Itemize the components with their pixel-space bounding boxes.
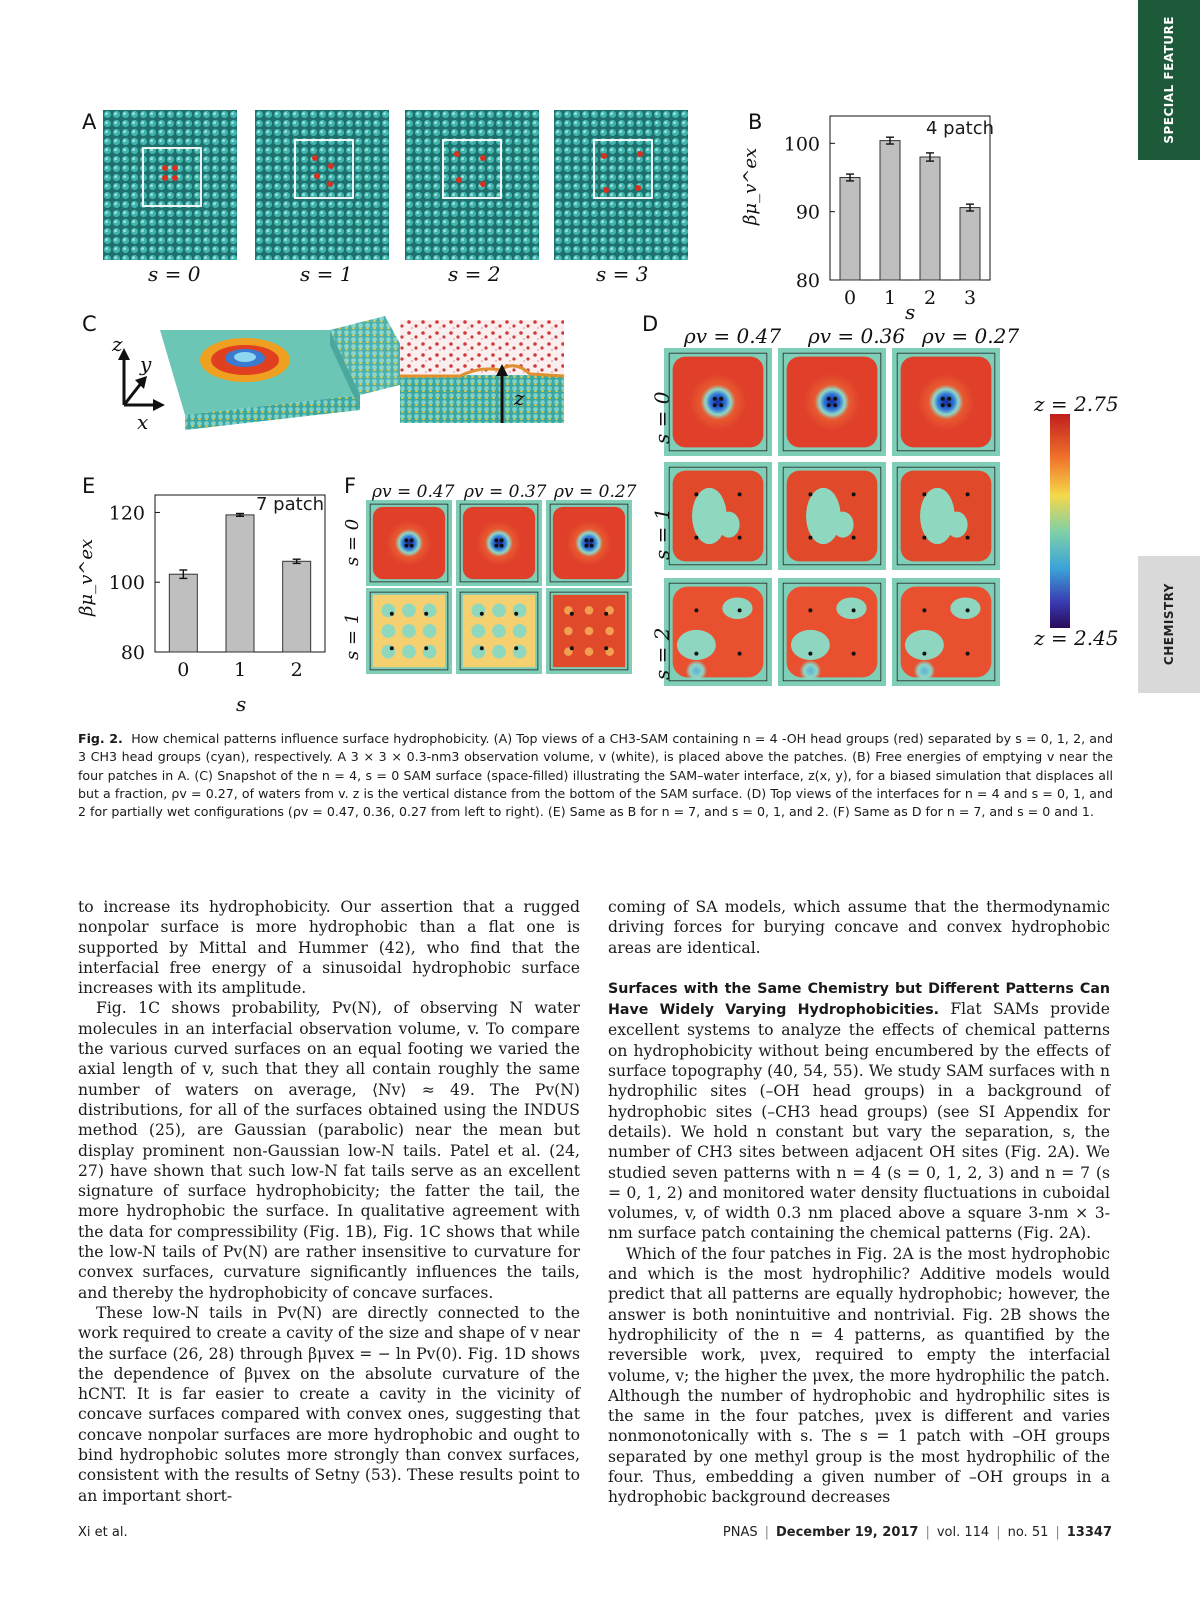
map-f-r1-c0-cell [402,645,416,659]
map-f-r1-c2-oh-site [604,612,608,616]
panel-a-label-s2: s = 2 [448,262,501,286]
map-f-r1-c1 [456,588,542,674]
chart-e [109,495,325,681]
panel-f-row-1: s = 0 [342,518,363,566]
map-d-r2-c2-field [901,587,992,678]
map-d-r1-c1 [778,462,886,570]
map-f-r1-c1-cell [513,624,527,638]
map-f-r0-c2 [546,500,632,586]
map-d-r1-c2-wet2 [946,512,968,538]
map-f-r1-c1-oh-site [514,646,518,650]
panel-d-col-3: ρv = 0.27 [922,324,1020,348]
y-tick-90: 90 [795,201,820,224]
map-d-r0-c0-oh-site [719,403,723,407]
panel-f-maps [366,500,632,674]
panel-c-axis-x: x [137,410,149,434]
x-tick-1: 1 [883,287,897,309]
map-f-r0-c2-oh-site [590,544,594,548]
section-heading: Surfaces with the Same Chemistry but Different Patterns Can Have Widely Varying Hydrophobicities. [608,980,1110,1019]
panel-letter-b: B [748,110,763,134]
map-d-r0-c2-oh-site [941,397,945,401]
map-f-r0-c0-well [387,521,432,566]
chemistry-label: CHEMISTRY [1162,583,1176,666]
y-tick-80: 80 [795,270,820,292]
colorbar-bottom-label: z = 2.45 [1034,626,1119,650]
map-f-r1-c1-oh-site [480,646,484,650]
footer-page: 13347 [1066,1525,1112,1540]
map-f-r0-c1-well [477,521,522,566]
y-tick-80: 80 [120,642,145,664]
map-f-r0-c1-oh-site [494,538,498,542]
map-f-r1-c0-cell [402,603,416,617]
map-f-r1-c0-oh-site [390,612,394,616]
map-f-r1-c1-oh-site [514,612,518,616]
map-f-r1-c0-oh-site [424,612,428,616]
map-d-r2-c1-blue [800,660,822,682]
panel-e-xlabel: s [236,692,247,716]
x-tick-0: 0 [177,659,190,681]
panel-d-row-2: s = 1 [650,507,674,560]
panel-e-annotation: 7 patch [256,494,324,515]
footer-volume: vol. 114 [936,1525,990,1540]
map-d-r2-c2-oh-site [922,608,926,612]
bar-1 [880,141,900,280]
map-f-r1-c2-oh-site [604,646,608,650]
map-d-r0-c0-oh-site [719,397,723,401]
map-d-r2-c2 [892,578,1000,686]
map-d-r2-c1-oh-site [808,652,812,656]
map-d-r1-c0 [664,462,772,570]
map-d-r1-c1-wet2 [832,512,854,538]
caption-text: How chemical patterns influence surface hydrophobicity. (A) Top views of a CH3-SAM containing n = 4 -OH head groups (red) separated by s = 0, 1, 2, and 3 CH3 head groups (cyan), respectively. A 3 × 3 × 0.3-nm3 observation volume, v (white), is placed above the patches. (B) Free energies of emptying v near the four patches in A. (C) Snapshot of the n = 4, s = 0 SAM surface (space-filled) illustrating the SAM–water interface, z(x, y), for a biased simulation that displaces all but a fraction, ρv = 0.27, of waters from v. z is the vertical distance from the bottom of the SAM surface. (D) Top views of the interfaces for n = 4 and s = 0, 1, and 2 for partially wet configurations (ρv = 0.47, 0.36, 0.27 from left to right). (E) Same as B for n = 7, and s = 0, 1, and 2. (F) Same as D for n = 7, and s = 0 and 1. [78,731,1113,820]
left-paragraph-1: to increase its hydrophobicity. Our assertion that a rugged nonpolar surface is more hydrophobic than a flat one is supported by Mittal and Hummer (42), who find that the interfacial free energy of a sinusoidal hydrophobic surface increases with its amplitude. [78,898,580,998]
panel-letter-d: D [642,312,659,336]
map-d-r1-c2 [892,462,1000,570]
footer-date: December 19, 2017 [775,1525,919,1540]
map-d-r1-c2-oh-site [966,536,970,540]
map-d-r0-c2-well [918,374,974,430]
map-d-r1-c1-oh-site [808,536,812,540]
panel-d-row-3: s = 2 [650,627,674,680]
map-f-r1-c2-cell [605,627,614,636]
map-d-r0-c1-oh-site [833,397,837,401]
map-d-r1-c1-oh-site [852,536,856,540]
x-tick-1: 1 [233,659,247,681]
map-f-r1-c2-cell [585,606,594,615]
bar-0 [169,574,197,652]
map-d-r0-c2-oh-site [941,403,945,407]
panel-a-label-s0: s = 0 [148,262,201,286]
map-d-r0-c1-oh-site [827,397,831,401]
map-f-r1-c2-oh-site [570,646,574,650]
map-f-r0-c1 [456,500,542,586]
map-f-r1-c1-cell [492,624,506,638]
map-d-r1-c1-oh-site [808,492,812,496]
map-d-r2-c0 [664,578,772,686]
panel-a-label-s3: s = 3 [596,262,649,286]
map-f-r1-c0-oh-site [390,646,394,650]
y-tick-100: 100 [108,572,145,595]
map-d-r0-c2-oh-site [947,397,951,401]
panel-letter-f: F [344,474,357,498]
map-d-r2-c1-oh-site [852,608,856,612]
panel-letter-c: C [82,312,97,336]
map-d-r1-c2-oh-site [966,492,970,496]
map-f-r0-c0-oh-site [410,538,414,542]
panel-d-col-2: ρv = 0.36 [808,324,906,348]
map-f-r0-c2-oh-site [590,538,594,542]
chart-b [784,116,990,309]
map-d-r0-c1-oh-site [833,403,837,407]
panel-c-axis-z: z [112,332,123,356]
colorbar-top-label: z = 2.75 [1034,392,1119,416]
map-d-r2-c0-field [673,587,764,678]
colorbar [1050,414,1070,628]
map-d-r0-c2-oh-site [947,403,951,407]
map-d-r2-c2-wet2 [950,597,980,619]
panel-f-col-2: ρv = 0.37 [464,482,547,502]
panel-f-col-3: ρv = 0.27 [554,482,637,502]
panel-c-slab-z: z [514,386,525,410]
y-tick-120: 120 [108,502,145,525]
panel-e-ylabel: βμ_v^ex [76,538,97,616]
panel-c-surface [118,316,420,430]
panel-d-col-1: ρv = 0.47 [684,324,782,348]
map-d-r2-c1-oh-site [808,608,812,612]
map-f-r1-c1-cell [471,624,485,638]
left-paragraph-2: Fig. 1C shows probability, Pv(N), of observing N water molecules in an interfacial observation volume, v. To compare the various curved surfaces on an equal footing we varied the axial length of v, such that they all contain roughly the same number of waters on average, ⟨Nv⟩ ≈ 49. The Pv(N) distributions, for all of the surfaces obtained using the INDUS method (25), are Gaussian (parabolic) near the mean but display prominent non-Gaussian low-N tails. Patel et al. (24, 27) have shown that such low-N fat tails serve as an excellent signature of surface hydrophobicity; the fatter the tail, the more hydrophobic the surface. In qualitative agreement with the data for compressibility (Fig. 1B), Fig. 1C shows that while the low-N tails of Pv(N) are rather insensitive to curvature for convex surfaces, curvature significantly influences the tails, and thereby the hydrophobicity of concave surfaces. [78,999,580,1302]
footer-issue: no. 51 [1007,1525,1049,1540]
map-d-r0-c1 [778,348,886,456]
map-d-r1-c0-oh-site [694,536,698,540]
map-d-r1-c2-oh-site [922,492,926,496]
left-paragraph-3: These low-N tails in Pv(N) are directly connected to the work required to create a cavity of the size and shape of v near the surface (26, 28) through βμvex = − ln Pv(0). Fig. 1D shows the dependence of βμvex on the absolute curvature of the hCNT. It is far easier to create a cavity in the vicinity of concave surfaces compared with convex ones, suggesting that concave nonpolar surfaces are more hydrophobic and ought to bind hydrophobic solutes more strongly than convex surfaces, consistent with the results of Setny (53). These results point to an important short- [78,1303,580,1505]
caption-label: Fig. 2. [78,731,123,746]
map-d-r2-c0-oh-site [738,608,742,612]
bar-0 [840,178,860,281]
map-d-r2-c0-oh-site [694,608,698,612]
map-d-r2-c2-oh-site [966,608,970,612]
body-right-column [608,897,1110,1508]
right-paragraph-3: Which of the four patches in Fig. 2A is the most hydrophobic and which is the most hydrophilic? Additive models would predict that all patterns are equally hydrophobic; however, the answer is both nonintuitive and nontrivial. Fig. 2B shows the hydrophilicity of the n = 4 patterns, as quantified by the reversible work, μvex, required to empty the interfacial volume, v; the higher the μvex, the more hydrophilic the patch. Although the number of hydrophobic and hydrophilic sites is the same in the four patches, μvex is different and varies nonmonotonically with s. The s = 1 patch with –OH groups separated by one methyl group is the most hydrophilic of the four. Thus, embedding a given number of –OH groups in a hydrophobic background decreases [608,1244,1110,1507]
map-d-r2-c0-blue [686,660,708,682]
map-f-r0-c1-oh-site [494,544,498,548]
map-d-r2-c0-wet2 [722,597,752,619]
map-d-r2-c1-oh-site [852,652,856,656]
map-f-r0-c0-oh-site [404,544,408,548]
map-d-r0-c0-well [690,374,746,430]
bar-3 [960,208,980,280]
map-f-r0-c0-oh-site [404,538,408,542]
map-d-r0-c2 [892,348,1000,456]
map-f-r1-c0-oh-site [424,646,428,650]
map-d-r0-c1-oh-site [827,403,831,407]
map-f-r0-c0 [366,500,452,586]
map-d-r2-c0-oh-site [694,652,698,656]
map-f-r1-c0-cell [423,624,437,638]
panel-letter-e: E [82,474,96,498]
map-f-r1-c1-oh-site [480,612,484,616]
map-f-r1-c2-cell [564,627,573,636]
map-f-r1-c1-cell [492,603,506,617]
map-d-r0-c0-oh-site [713,403,717,407]
panel-b-annotation: 4 patch [926,118,994,139]
panel-a-views [103,110,688,260]
panel-d-maps [664,348,1000,686]
map-d-r0-c0 [664,348,772,456]
map-f-r0-c2-well [567,521,612,566]
panel-b-ylabel: βμ_v^ex [740,147,761,225]
panel-c-slab [400,320,564,423]
bar-2 [920,157,940,280]
bar-2 [283,561,311,652]
map-d-r2-c0-oh-site [738,652,742,656]
x-tick-0: 0 [843,287,857,309]
special-feature-label: SPECIAL FEATURE [1162,16,1176,144]
panel-b-xlabel: s [905,300,916,324]
x-tick-2: 2 [290,659,303,681]
map-f-r0-c2-oh-site [584,538,588,542]
map-d-r2-c2-oh-site [922,652,926,656]
bar-1 [226,515,254,652]
panel-letter-a: A [82,110,97,134]
map-f-r1-c0 [366,588,452,674]
right-paragraph-1: coming of SA models, which assume that the thermodynamic driving forces for burying concave and convex hydrophobic areas are identical. [608,898,1110,957]
figure-2 [0,0,1200,720]
panel-f-col-1: ρv = 0.47 [372,482,455,502]
panel-f-row-2: s = 1 [342,612,363,660]
x-tick-3: 3 [963,287,977,309]
map-d-r1-c0-oh-site [738,492,742,496]
footer-authors: Xi et al. [78,1525,128,1540]
map-d-r0-c0-oh-site [713,397,717,401]
footer-journal: PNAS [722,1525,758,1540]
map-d-r1-c0-oh-site [694,492,698,496]
map-d-r0-c1-well [804,374,860,430]
map-f-r1-c0-cell [381,624,395,638]
map-d-r2-c1-wet2 [836,597,866,619]
panel-c-axis-y: y [140,352,152,376]
y-tick-100: 100 [783,133,820,156]
map-f-r0-c2-oh-site [584,544,588,548]
map-f-r1-c2-cell [585,647,594,656]
right-paragraph-2: Flat SAMs provide excellent systems to analyze the effects of chemical patterns on hydrophobicity without being encumbered by the effects of surface topography (40, 54, 55). We study SAM surfaces with n hydrophilic sites (–OH head groups) in a background of hydrophobic sites (–CH3 head groups) (see SI Appendix for details). We hold n constant but vary the separation, s, the number of CH3 sites between adjacent OH sites (Fig. 2A). We studied seven patterns with n = 4 (s = 0, 1, 2, 3) and n = 7 (s = 0, 1, 2) and monitored water density fluctuations in cuboidal volumes, v, of width 0.3 nm placed above a square 3-nm × 3-nm surface patch containing the chemical patterns (Fig. 2A). [608,1000,1110,1243]
map-f-r0-c0-oh-site [410,544,414,548]
panel-a-label-s1: s = 1 [300,262,353,286]
map-d-r1-c0-wet2 [718,512,740,538]
map-f-r1-c2 [546,588,632,674]
footer-journal-info: PNAS | December 19, 2017 | vol. 114 | no. 51 | 13347 [722,1525,1112,1540]
map-d-r1-c2-oh-site [922,536,926,540]
figure-caption [78,730,1113,821]
map-f-r1-c0-cell [402,624,416,638]
figure-canvas [0,0,1200,720]
x-tick-2: 2 [923,287,937,309]
map-f-r1-c2-cell [585,627,594,636]
map-d-r2-c1 [778,578,886,686]
map-d-r2-c2-oh-site [966,652,970,656]
map-f-r0-c1-oh-site [500,538,504,542]
map-d-r2-c2-blue [914,660,936,682]
panel-d-row-1: s = 0 [650,391,674,444]
map-d-r1-c1-oh-site [852,492,856,496]
map-f-r1-c1-cell [492,645,506,659]
map-f-r0-c1-oh-site [500,544,504,548]
map-f-r1-c2-oh-site [570,612,574,616]
body-left-column [78,897,580,1506]
map-d-r2-c1-field [787,587,878,678]
map-d-r1-c0-oh-site [738,536,742,540]
